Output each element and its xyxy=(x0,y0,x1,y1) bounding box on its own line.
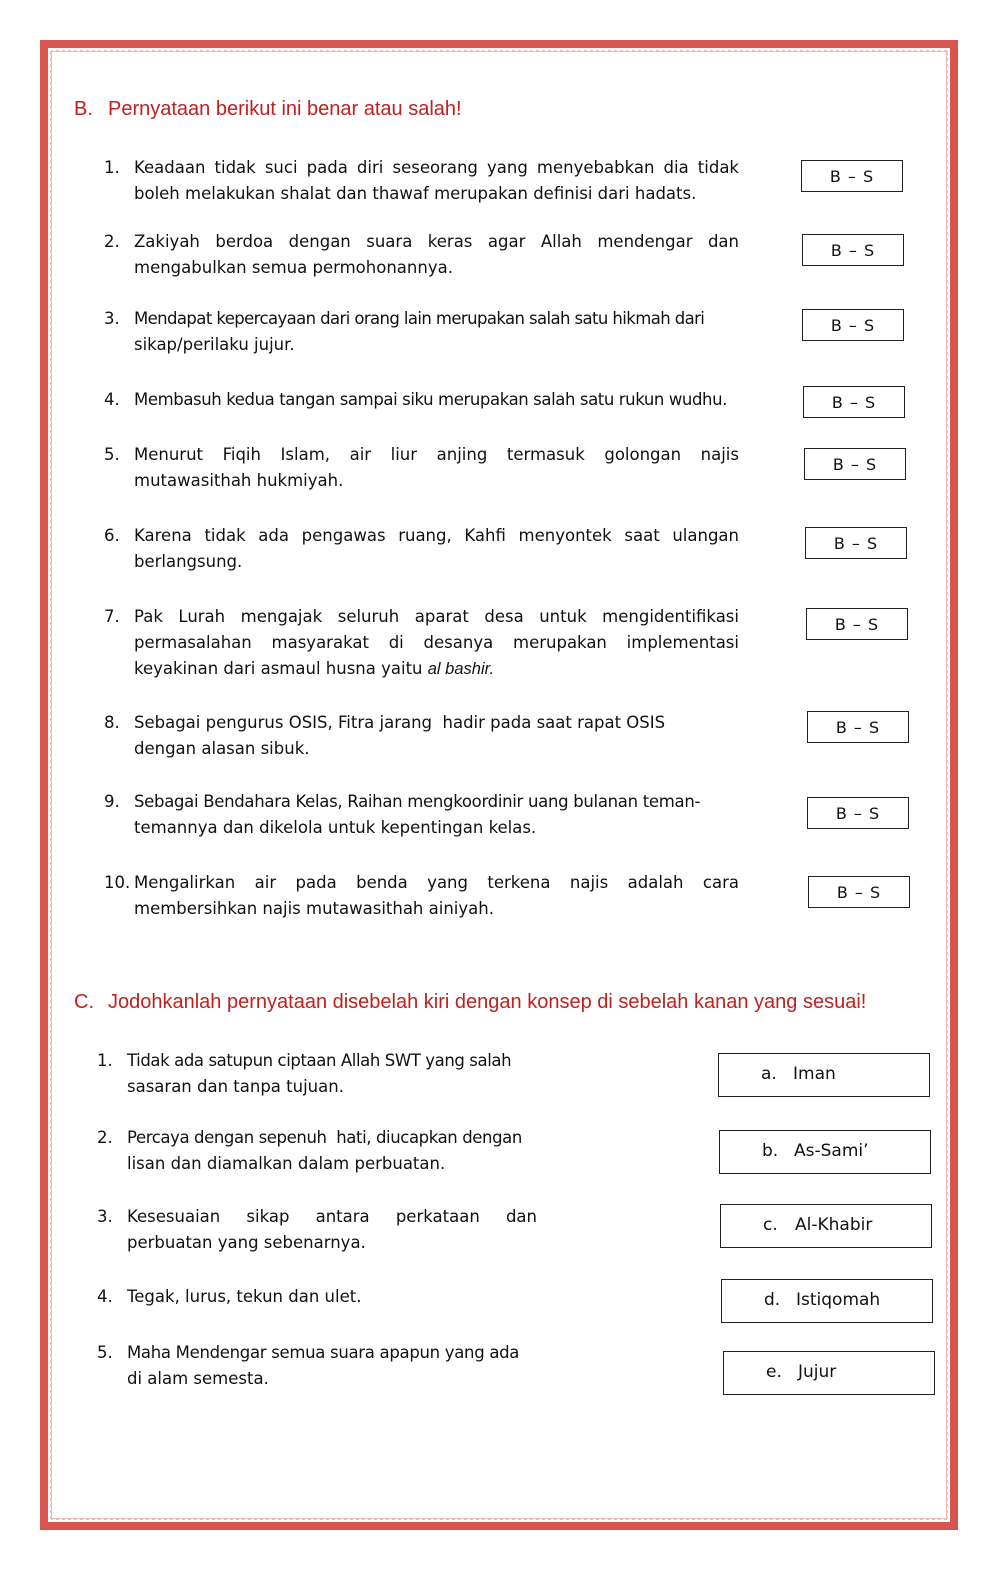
item-number: 5. xyxy=(104,445,120,464)
concept-letter: c. xyxy=(763,1215,778,1235)
match-item-5 xyxy=(97,1340,542,1392)
item-line: Kesesuaian sikap antara perkataan dan xyxy=(127,1207,537,1226)
concept-label: Istiqomah xyxy=(796,1290,881,1310)
answer-box-6[interactable]: B – S xyxy=(805,527,907,559)
item-line: boleh melakukan shalat dan thawaf merupakan definisi dari hadats. xyxy=(134,184,697,203)
item-line: lisan dan diamalkan dalam perbuatan. xyxy=(127,1154,446,1173)
concept-box-e[interactable] xyxy=(723,1351,935,1395)
tf-item-10 xyxy=(104,870,744,922)
item-line: permasalahan masyarakat di desanya merupakan implementasi xyxy=(134,633,739,652)
concept-letter: d. xyxy=(764,1290,781,1310)
answer-box-2[interactable]: B – S xyxy=(802,234,904,266)
item-number: 8. xyxy=(104,713,120,732)
item-line: dengan alasan sibuk. xyxy=(134,739,310,758)
section-c-heading: Jodohkanlah pernyataan disebelah kiri dengan konsep di sebelah kanan yang sesuai! xyxy=(108,991,867,1013)
concept-box-a[interactable] xyxy=(718,1053,930,1097)
item-line: Mengalirkan air pada benda yang terkena najis adalah cara xyxy=(134,873,739,892)
answer-box-3[interactable]: B – S xyxy=(802,309,904,341)
tf-item-2 xyxy=(104,229,744,281)
item-line: perbuatan yang sebenarnya. xyxy=(127,1233,366,1252)
answer-box-7[interactable]: B – S xyxy=(806,608,908,640)
tf-item-8 xyxy=(104,710,744,762)
concept-letter: e. xyxy=(766,1362,782,1382)
item-number: 3. xyxy=(97,1207,113,1226)
item-italic-term: al bashir. xyxy=(427,660,495,678)
answer-box-1[interactable]: B – S xyxy=(801,160,903,192)
concept-letter: b. xyxy=(762,1141,779,1161)
answer-box-5[interactable]: B – S xyxy=(804,448,906,480)
item-line: Sebagai pengurus OSIS, Fitra jarang hadir pada saat rapat OSIS xyxy=(134,713,666,732)
concept-label: Iman xyxy=(793,1064,836,1084)
tf-item-1 xyxy=(104,155,744,207)
item-line: Karena tidak ada pengawas ruang, Kahfi menyontek saat ulangan xyxy=(134,526,739,545)
answer-box-8[interactable]: B – S xyxy=(807,711,909,743)
answer-box-9[interactable]: B – S xyxy=(807,797,909,829)
item-line: sikap/perilaku jujur. xyxy=(134,335,295,354)
item-number: 1. xyxy=(97,1051,113,1070)
concept-box-d[interactable] xyxy=(721,1279,933,1323)
match-item-1 xyxy=(97,1048,542,1100)
item-line: Zakiyah berdoa dengan suara keras agar Allah mendengar dan xyxy=(134,232,739,251)
item-line: sasaran dan tanpa tujuan. xyxy=(127,1077,344,1096)
item-number: 2. xyxy=(97,1128,113,1147)
section-b-letter: B. xyxy=(74,98,93,120)
item-line: membersihkan najis mutawasithah ainiyah. xyxy=(134,899,494,918)
tf-item-5 xyxy=(104,442,744,494)
concept-box-b[interactable] xyxy=(719,1130,931,1174)
tf-item-6 xyxy=(104,523,744,575)
tf-item-3 xyxy=(104,306,744,358)
tf-item-7 xyxy=(104,604,744,682)
item-number: 7. xyxy=(104,607,120,626)
concept-letter: a. xyxy=(761,1064,777,1084)
item-number: 1. xyxy=(104,158,120,177)
item-line: mengabulkan semua permohonannya. xyxy=(134,258,453,277)
section-c-letter: C. xyxy=(74,991,94,1013)
item-line: Maha Mendengar semua suara apapun yang ada xyxy=(127,1343,520,1362)
item-number: 5. xyxy=(97,1343,113,1362)
item-line: Membasuh kedua tangan sampai siku merupakan salah satu rukun wudhu. xyxy=(134,390,728,409)
item-number: 6. xyxy=(104,526,120,545)
tf-item-4 xyxy=(104,387,764,413)
section-c-title xyxy=(74,991,866,1014)
concept-label: As-Sami’ xyxy=(794,1141,869,1161)
item-line: Menurut Fiqih Islam, air liur anjing termasuk golongan najis xyxy=(134,445,739,464)
tf-item-9 xyxy=(104,789,744,841)
item-line: berlangsung. xyxy=(134,552,243,571)
item-line: Sebagai Bendahara Kelas, Raihan mengkoordinir uang bulanan teman- xyxy=(134,792,701,811)
item-line: mutawasithah hukmiyah. xyxy=(134,471,344,490)
concept-box-c[interactable] xyxy=(720,1204,932,1248)
item-line: temannya dan dikelola untuk kepentingan kelas. xyxy=(134,818,537,837)
section-b-heading: Pernyataan berikut ini benar atau salah! xyxy=(108,98,462,120)
item-line: Tegak, lurus, tekun dan ulet. xyxy=(127,1287,362,1306)
match-item-3 xyxy=(97,1204,542,1256)
item-number: 9. xyxy=(104,792,120,811)
item-line: di alam semesta. xyxy=(127,1369,269,1388)
match-item-4 xyxy=(97,1284,542,1310)
item-line: Tidak ada satupun ciptaan Allah SWT yang salah xyxy=(127,1051,512,1070)
answer-box-10[interactable]: B – S xyxy=(808,876,910,908)
concept-label: Jujur xyxy=(798,1362,837,1382)
item-line: keyakinan dari asmaul husna yaitu xyxy=(134,659,423,678)
concept-label: Al-Khabir xyxy=(795,1215,873,1235)
item-line: Mendapat kepercayaan dari orang lain merupakan salah satu hikmah dari xyxy=(134,309,705,328)
item-number: 3. xyxy=(104,309,120,328)
item-number: 4. xyxy=(97,1287,113,1306)
item-line: Percaya dengan sepenuh hati, diucapkan dengan xyxy=(127,1128,522,1147)
match-item-2 xyxy=(97,1125,542,1177)
item-number: 2. xyxy=(104,232,120,251)
item-line: Pak Lurah mengajak seluruh aparat desa untuk mengidentifikasi xyxy=(134,607,739,626)
section-b-title xyxy=(74,98,462,121)
answer-box-4[interactable]: B – S xyxy=(803,386,905,418)
item-line: Keadaan tidak suci pada diri seseorang yang menyebabkan dia tidak xyxy=(134,158,739,177)
item-number: 4. xyxy=(104,390,120,409)
item-number: 10. xyxy=(104,873,131,892)
